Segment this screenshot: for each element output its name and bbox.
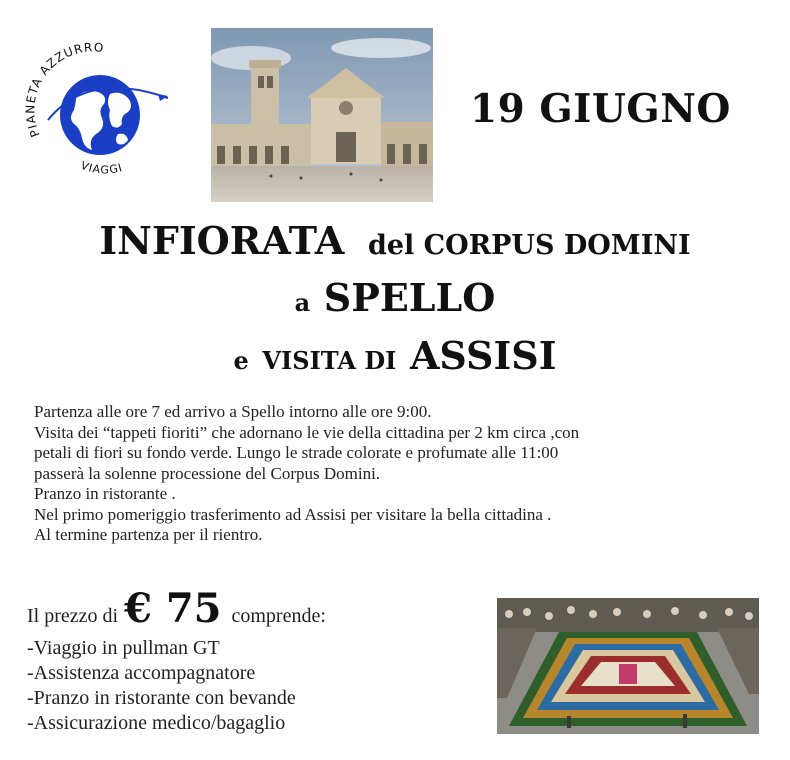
includes-list [27,636,447,736]
title-visita-di: VISITA DI [262,346,397,375]
title-e: e [233,346,249,375]
description-line: Partenza alle ore 7 ed arrivo a Spello intorno alle ore 9:00. [34,402,432,421]
description-line: Visita dei “tappeti fioriti” che adornano le vie della cittadina per 2 km circa ,con [34,422,580,442]
price-amount: € 75 [124,585,222,632]
list-item: -Assistenza accompagnatore [27,662,256,684]
agency-logo [18,40,168,190]
event-date: 19 GIUGNO [470,86,731,132]
description-line: passerà la solenne processione del Corpus Domini. [34,463,381,483]
title-line-3 [0,333,790,378]
logo-top-text: PIANETA AZZURRO [23,40,106,140]
description-line: Nel primo pomeriggio trasferimento ad Assisi per visitare la bella cittadina . [34,504,552,524]
title-line-2 [0,275,790,320]
title-spello: SPELLO [323,275,496,320]
description-line: Pranzo in ristorante . [34,484,176,503]
assisi-basilica-photo [211,28,433,202]
list-item: -Pranzo in ristorante con bevande [27,687,296,709]
description-line: petali di fiori su fondo verde. Lungo le strade colorate e profumate alle 11:00 [34,443,559,462]
svg-text:VIAGGI [79,159,124,177]
title-a: a [294,288,311,317]
description-line: Al termine partenza per il rientro. [34,525,263,544]
title-assisi: ASSISI [409,333,557,378]
trip-description [34,402,774,546]
price-prefix: Il prezzo di [27,605,119,627]
flower-carpet-photo [497,598,759,734]
title-line-1 [0,218,790,263]
price-suffix: comprende: [231,605,326,627]
title-infiorata: INFIORATA [99,218,345,263]
logo-bottom-text: VIAGGI [78,158,125,177]
price-line [27,585,326,632]
list-item: -Viaggio in pullman GT [27,637,220,659]
title-corpus-domini: del CORPUS DOMINI [367,230,691,261]
list-item: -Assicurazione medico/bagaglio [27,712,286,734]
